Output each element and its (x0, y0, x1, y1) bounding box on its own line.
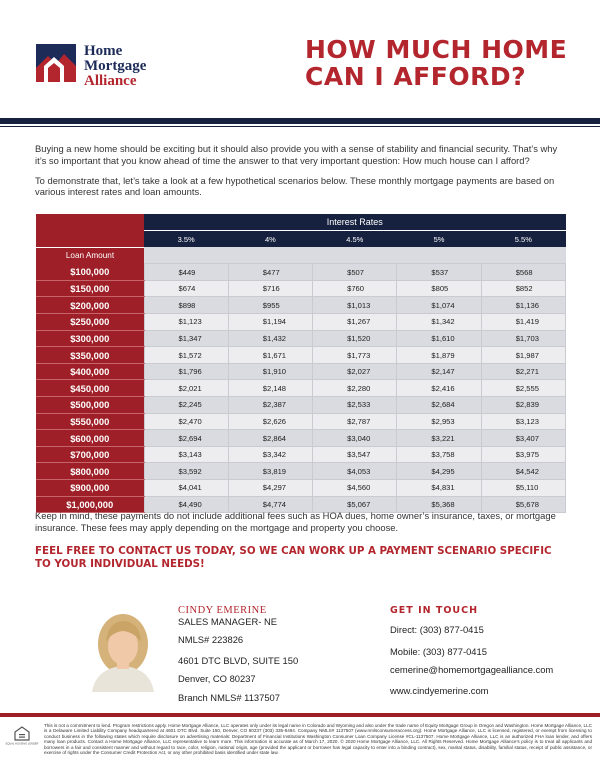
house-mountain-icon (34, 42, 78, 84)
rate-header-row (36, 231, 566, 248)
payment-cell: $2,555 (481, 380, 565, 397)
payment-cell: $852 (481, 280, 565, 297)
payment-cell: $4,560 (313, 480, 397, 497)
loan-amount-cell: $350,000 (36, 347, 144, 364)
payment-cell: $1,610 (397, 330, 481, 347)
call-to-action: FEEL FREE TO CONTACT US TODAY, SO WE CAN WORK UP A PAYMENT SCENARIO SPECIFIC TO YOUR INDIVIDUAL NEEDS! (35, 545, 552, 570)
payment-cell: $1,123 (144, 314, 228, 331)
payment-cell: $2,694 (144, 430, 228, 447)
payment-cell: $674 (144, 280, 228, 297)
loan-amount-cell: $700,000 (36, 446, 144, 463)
loan-amount-cell: $900,000 (36, 480, 144, 497)
interest-rates-header: Interest Rates (144, 214, 566, 231)
payment-cell: $1,572 (144, 347, 228, 364)
payment-cell: $1,419 (481, 314, 565, 331)
table-corner (36, 214, 144, 231)
payment-cell: $716 (228, 280, 312, 297)
payment-cell: $3,143 (144, 446, 228, 463)
payment-cell: $1,342 (397, 314, 481, 331)
contact-heading: GET IN TOUCH (390, 605, 479, 616)
loan-amount-cell: $550,000 (36, 413, 144, 430)
payment-cell: $2,271 (481, 363, 565, 380)
logo-wordmark (84, 44, 146, 89)
footer-divider (0, 713, 600, 717)
payment-cell: $898 (144, 297, 228, 314)
payment-cell: $1,987 (481, 347, 565, 364)
logo-line-2: Mortgage (84, 58, 147, 74)
table-row (36, 330, 566, 347)
payment-cell: $2,470 (144, 413, 228, 430)
payment-cell: $3,547 (313, 446, 397, 463)
payment-cell: $760 (313, 280, 397, 297)
table-title-row (36, 214, 566, 231)
payment-cell: $2,021 (144, 380, 228, 397)
payment-cell: $2,280 (313, 380, 397, 397)
page-title-line-2: CAN I AFFORD? (305, 62, 527, 91)
intro-paragraph-2: To demonstrate that, let’s take a look at a few hypothetical scenarios below. These monthly mortgage payments are based on various interest rates and loan amounts. (35, 174, 555, 198)
payment-cell: $1,013 (313, 297, 397, 314)
payment-cell: $3,975 (481, 446, 565, 463)
loan-amount-header-fill (144, 247, 566, 264)
payment-cell: $2,864 (228, 430, 312, 447)
table-row (36, 430, 566, 447)
payment-cell: $1,773 (313, 347, 397, 364)
payment-cell: $1,194 (228, 314, 312, 331)
payment-cell: $3,040 (313, 430, 397, 447)
table-row (36, 280, 566, 297)
payment-cell: $4,295 (397, 463, 481, 480)
payment-cell: $955 (228, 297, 312, 314)
payment-cell: $2,953 (397, 413, 481, 430)
payment-cell: $1,910 (228, 363, 312, 380)
payment-cell: $3,592 (144, 463, 228, 480)
branch-nmls: Branch NMLS# 1137507 (178, 692, 280, 703)
loan-amount-header-row (36, 247, 566, 264)
payment-cell: $1,671 (228, 347, 312, 364)
payment-cell: $2,387 (228, 397, 312, 414)
loan-amount-header: Loan Amount (36, 247, 144, 264)
payment-cell: $1,347 (144, 330, 228, 347)
payment-cell: $1,432 (228, 330, 312, 347)
header-divider (0, 118, 600, 124)
ehl-label: EQUAL HOUSING LENDER (5, 742, 39, 746)
agent-nmls: NMLS# 223826 (178, 634, 244, 645)
payment-cell: $568 (481, 264, 565, 281)
table-row (36, 446, 566, 463)
loan-amount-cell: $400,000 (36, 363, 144, 380)
payment-cell: $1,703 (481, 330, 565, 347)
loan-amount-cell: $150,000 (36, 280, 144, 297)
loan-amount-cell: $450,000 (36, 380, 144, 397)
payment-cell: $2,839 (481, 397, 565, 414)
payment-cell: $4,831 (397, 480, 481, 497)
direct-phone[interactable]: Direct: (303) 877-0415 (390, 624, 484, 635)
header-divider-thin (0, 126, 600, 127)
table-row (36, 397, 566, 414)
payment-cell: $537 (397, 264, 481, 281)
email-link[interactable]: cemerine@homemortgagealliance.com (390, 664, 554, 675)
website-link[interactable]: www.cindyemerine.com (390, 685, 489, 696)
payment-cell: $449 (144, 264, 228, 281)
payment-cell: $2,148 (228, 380, 312, 397)
payment-cell: $507 (313, 264, 397, 281)
intro-paragraph-1: Buying a new home should be exciting but it should also provide you with a sense of stability and financial security. That’s why it’s so important that you know ahead of time the answer to that very important question: How much house can I afford? (35, 143, 558, 166)
table-row (36, 347, 566, 364)
table-row (36, 413, 566, 430)
payment-cell: $5,067 (313, 496, 397, 513)
payment-cell: $1,267 (313, 314, 397, 331)
agent-title: SALES MANAGER- NE (178, 616, 277, 627)
payment-cell: $5,678 (481, 496, 565, 513)
payment-cell: $1,520 (313, 330, 397, 347)
loan-amount-cell: $100,000 (36, 264, 144, 281)
table-row (36, 314, 566, 331)
payment-cell: $2,027 (313, 363, 397, 380)
payment-cell: $1,136 (481, 297, 565, 314)
equal-housing-lender-icon (5, 726, 39, 746)
payment-cell: $2,245 (144, 397, 228, 414)
rate-header: 4% (228, 231, 312, 248)
payment-cell: $4,490 (144, 496, 228, 513)
table-row (36, 480, 566, 497)
payment-cell: $2,147 (397, 363, 481, 380)
payment-cell: $2,684 (397, 397, 481, 414)
payment-cell: $3,758 (397, 446, 481, 463)
loan-amount-cell: $250,000 (36, 314, 144, 331)
rate-header: 5% (397, 231, 481, 248)
agent-name: CINDY EMERINE (178, 605, 267, 616)
payment-cell: $4,297 (228, 480, 312, 497)
payment-table (36, 214, 566, 513)
table-row (36, 264, 566, 281)
loan-amount-cell: $300,000 (36, 330, 144, 347)
loan-amount-cell: $500,000 (36, 397, 144, 414)
page-title (305, 36, 575, 90)
payment-cell: $2,626 (228, 413, 312, 430)
logo-line-3: Alliance (84, 73, 137, 89)
agent-portrait-image (84, 606, 162, 692)
payment-cell: $3,407 (481, 430, 565, 447)
payment-cell: $1,879 (397, 347, 481, 364)
mobile-phone[interactable]: Mobile: (303) 877-0415 (390, 646, 487, 657)
payment-cell: $4,041 (144, 480, 228, 497)
payment-cell: $3,819 (228, 463, 312, 480)
payment-cell: $4,774 (228, 496, 312, 513)
rate-header: 3.5% (144, 231, 228, 248)
table-row (36, 363, 566, 380)
rate-header: 5.5% (481, 231, 565, 248)
page-title-line-1: HOW MUCH HOME (305, 35, 568, 64)
table-row (36, 380, 566, 397)
logo-line-1: Home (84, 43, 123, 59)
loan-amount-cell: $600,000 (36, 430, 144, 447)
loan-amount-cell: $1,000,000 (36, 496, 144, 513)
table-corner-2 (36, 231, 144, 248)
payment-cell: $3,123 (481, 413, 565, 430)
table-row (36, 463, 566, 480)
payment-cell: $3,342 (228, 446, 312, 463)
fees-note: Keep in mind, these payments do not include additional fees such as HOA dues, home owner’s insurance, taxes, or mortgage insurance. These fees may apply depending on the mortgage and property you choose. (35, 510, 556, 533)
agent-address-line-2: Denver, CO 80237 (178, 673, 256, 684)
payment-cell: $805 (397, 280, 481, 297)
payment-cell: $2,416 (397, 380, 481, 397)
agent-photo (84, 606, 162, 692)
company-logo (34, 40, 184, 90)
agent-address-line-1: 4601 DTC BLVD, SUITE 150 (178, 655, 299, 666)
table-row (36, 297, 566, 314)
loan-amount-cell: $200,000 (36, 297, 144, 314)
rate-header: 4.5% (313, 231, 397, 248)
payment-cell: $4,542 (481, 463, 565, 480)
payment-cell: $1,074 (397, 297, 481, 314)
payment-cell: $3,221 (397, 430, 481, 447)
payment-cell: $5,110 (481, 480, 565, 497)
loan-amount-cell: $800,000 (36, 463, 144, 480)
payment-cell: $1,796 (144, 363, 228, 380)
intro-text (35, 143, 570, 206)
legal-disclaimer: This is not a commitment to lend. Program restrictions apply. Home Mortgage Alliance, LLC operates only under its legal name in Colorado and Wyoming and also under the trade name of Equity Mortgage Group in Oregon and Washington. Home Mortgage Alliance, LLC is a Delaware Limited Liability Company headquartered at 4601 DTC Blvd. Suite 150, Denver, CO 80237 (303) 335-8494. Company NMLS# 1137507 (www.nmlsconsumeraccess.org). Home Mortgage Alliance, LLC is licensed, registered, or exempt from licensing to conduct business in the following states which require disclosure on advertising materials: Department of Financial Institutions Washington Consumer Loan Company License #CL-1137507. Home Mortgage Alliance, LLC is an authorized FHA loan lender, and offers many loan products. Contact a Home Mortgage Alliance, LLC representative to learn more. This information is accurate as of March 17, 2020. © 2020 Home Mortgage Alliance, LLC. All Rights Reserved. Home Mortgage Alliance’s policy is to treat all applicants and borrowers in a fair and consistent manner and without regard to race, color, religion, national origin, age (provided the applicant or borrower has legal capacity to enter into a binding contract), sex, marital status, disability, familial status, receipt of public assistance, or exercise of rights under the Consumer Credit Protection Act, or any other prohibited basis identified under state law. (44, 723, 592, 756)
payment-cell: $2,533 (313, 397, 397, 414)
payment-cell: $477 (228, 264, 312, 281)
payment-cell: $4,053 (313, 463, 397, 480)
payment-cell: $2,787 (313, 413, 397, 430)
payment-cell: $5,368 (397, 496, 481, 513)
